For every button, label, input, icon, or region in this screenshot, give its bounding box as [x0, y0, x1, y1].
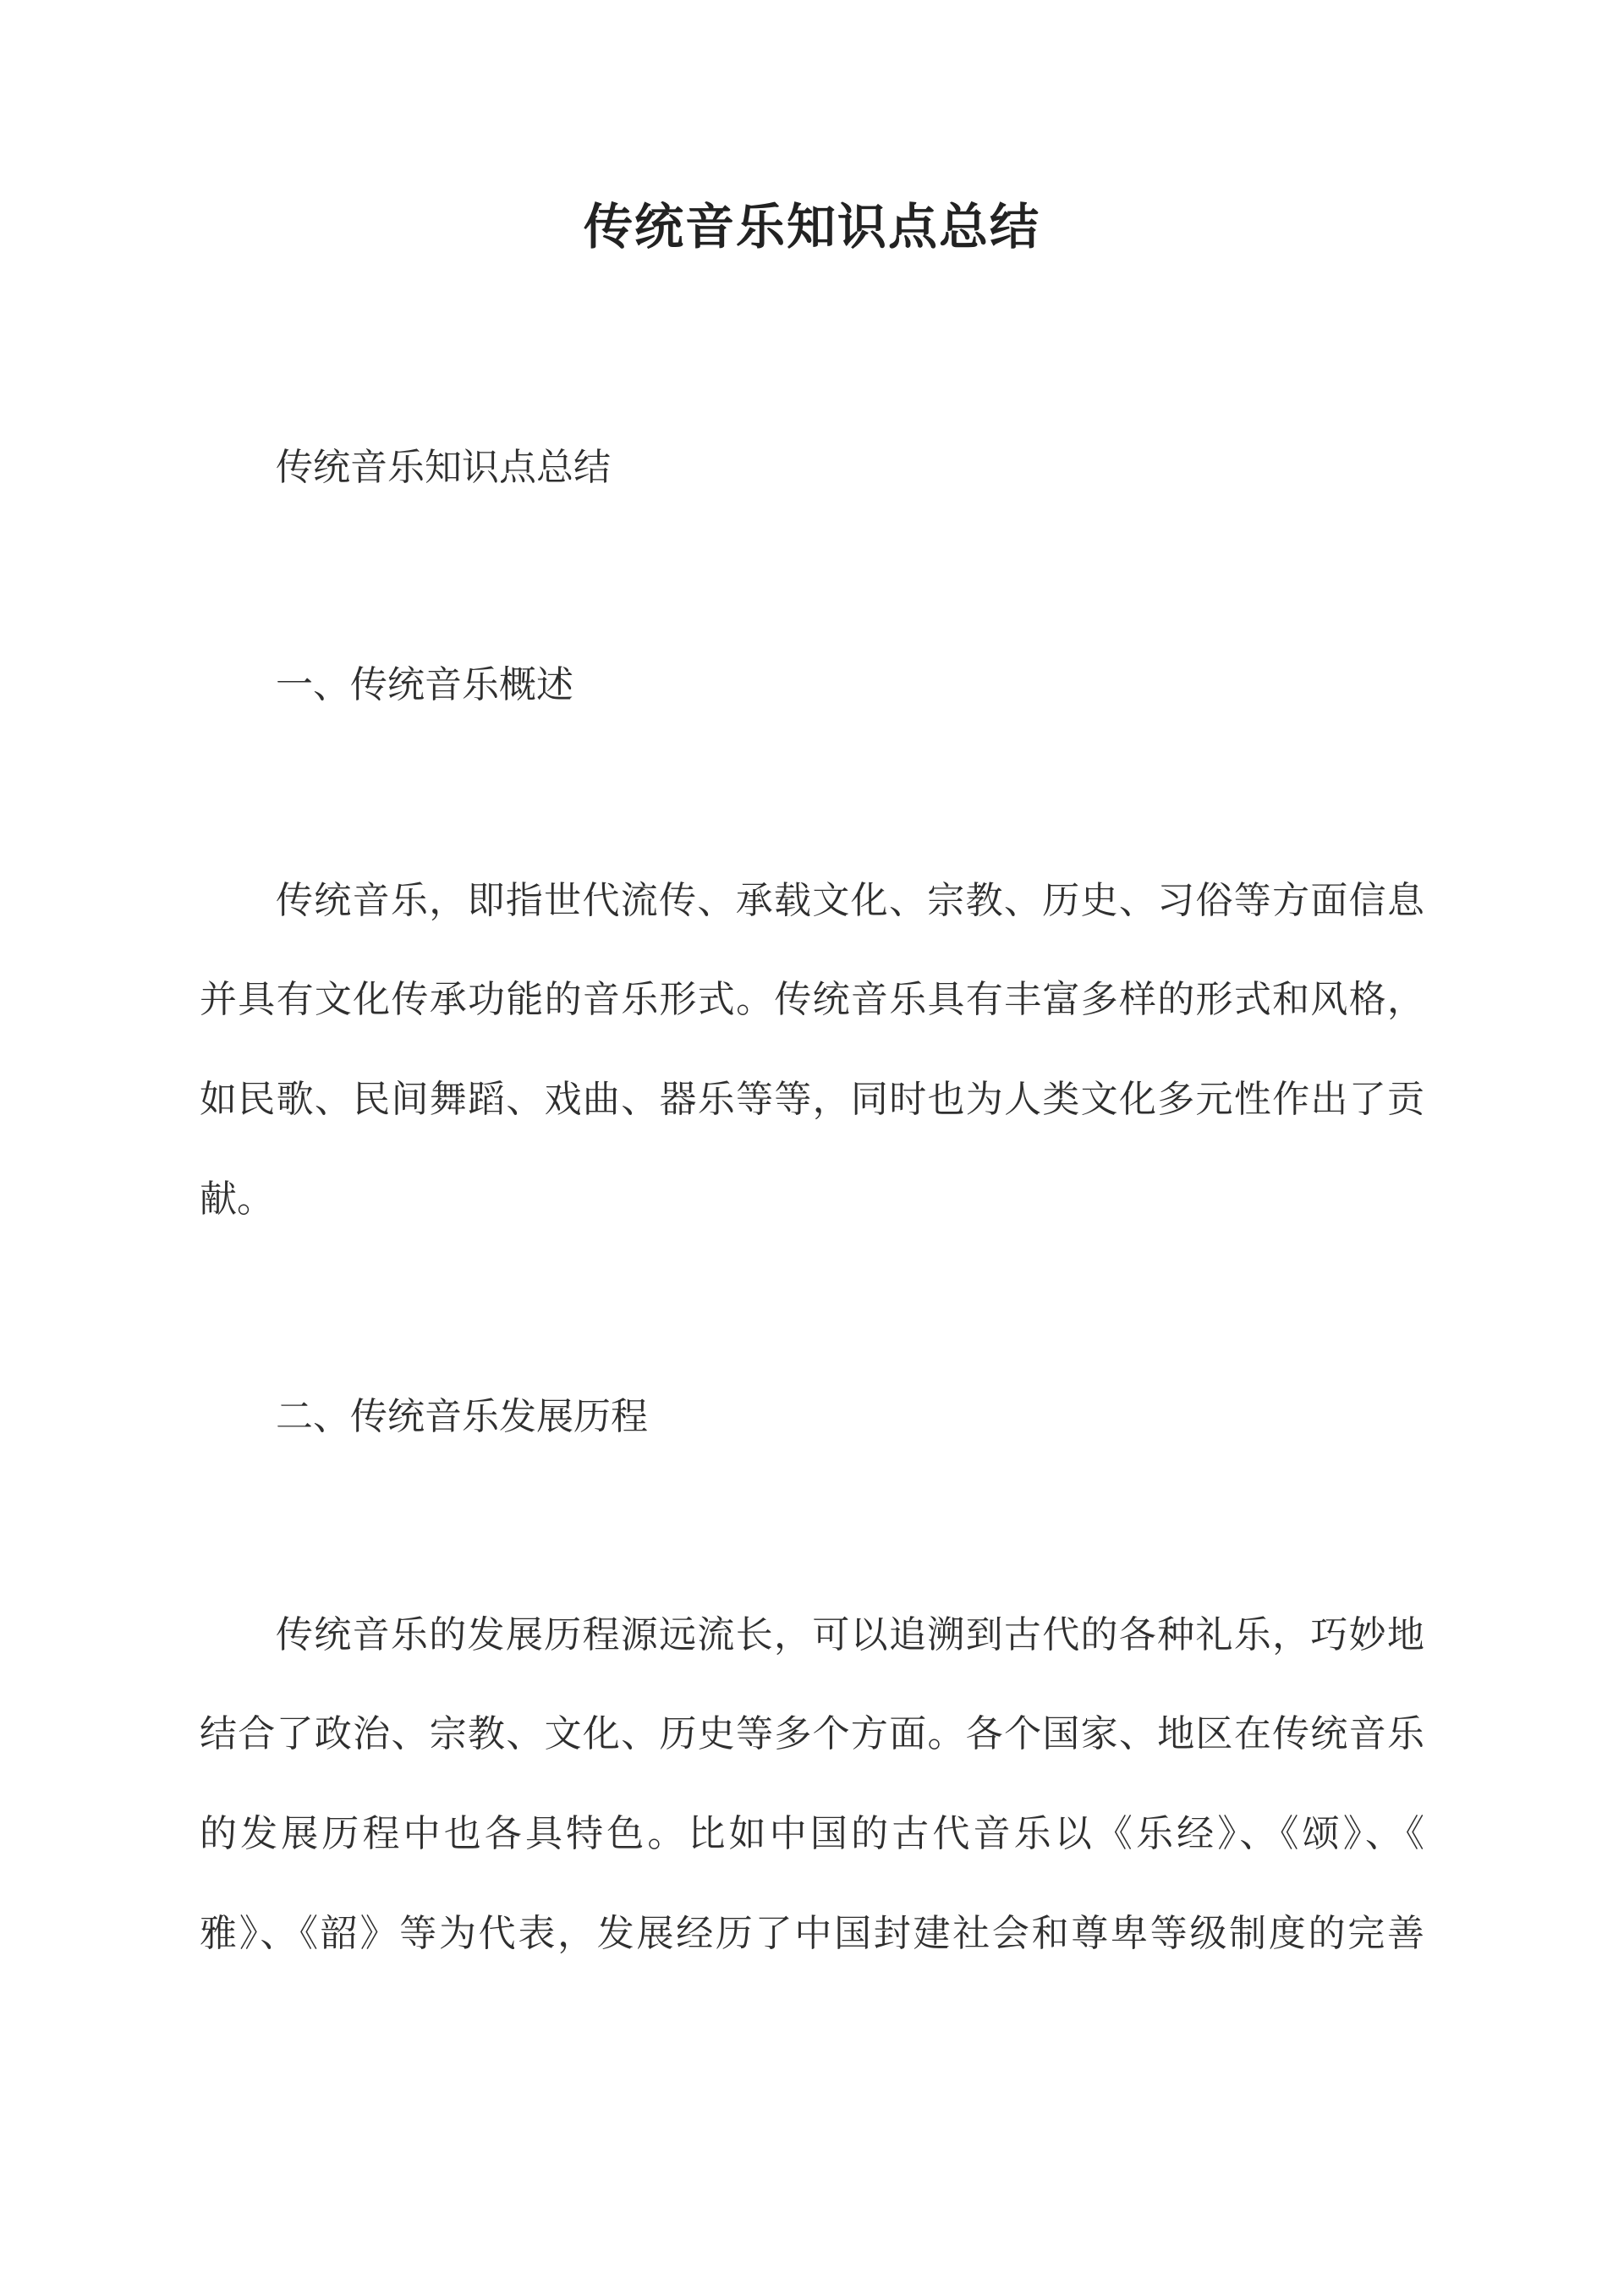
document-subtitle: 传统音乐知识点总结: [276, 446, 611, 489]
document-title: 传统音乐知识点总结: [583, 198, 1040, 255]
paragraph-line: 的发展历程中也各具特色。比如中国的古代音乐以《乐经》、《颂》、《: [200, 1812, 1424, 1855]
section-1-heading: 一、传统音乐概述: [276, 663, 573, 706]
paragraph-line: 雅》、《韶》等为代表，发展经历了中国封建社会和尊卑等级制度的完善: [200, 1912, 1424, 1955]
paragraph-line: 并具有文化传承功能的音乐形式。传统音乐具有丰富多样的形式和风格，: [200, 978, 1424, 1021]
paragraph-line: 献。: [200, 1178, 274, 1221]
section-2-heading: 二、传统音乐发展历程: [276, 1395, 648, 1438]
paragraph-line: 传统音乐，即指世代流传、承载文化、宗教、历史、习俗等方面信息: [276, 879, 1424, 922]
paragraph-line: 传统音乐的发展历程源远流长，可以追溯到古代的各种礼乐，巧妙地: [276, 1613, 1424, 1656]
paragraph-line: 结合了政治、宗教、文化、历史等多个方面。各个国家、地区在传统音乐: [200, 1712, 1424, 1755]
paragraph-line: 如民歌、民间舞蹈、戏曲、器乐等等，同时也为人类文化多元性作出了贡: [200, 1078, 1424, 1121]
